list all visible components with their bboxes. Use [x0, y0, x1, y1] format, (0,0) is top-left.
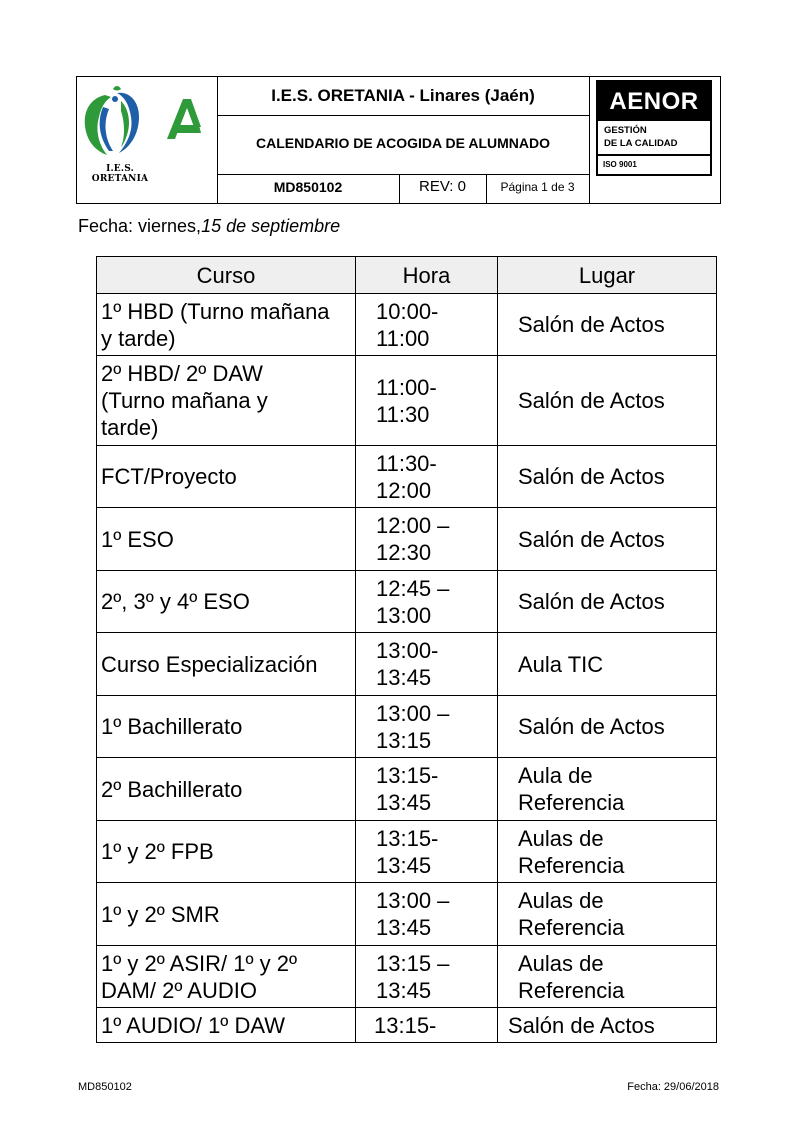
cell-hora [356, 356, 498, 446]
table-row [97, 758, 717, 821]
cell-lugar [498, 758, 717, 821]
table-row [97, 1008, 717, 1043]
hora-line: 13:00 – [376, 888, 450, 913]
cell-hora [356, 446, 498, 508]
cell-curso [97, 1008, 356, 1043]
hora-line: 11:30- [376, 450, 437, 476]
document-code: MD850102 [273, 179, 343, 195]
hora-line: 13:45 [376, 852, 432, 878]
hora-line: 13:00- [376, 638, 439, 663]
cell-lugar [498, 1008, 717, 1043]
aenor-line-2: DE LA CALIDAD [604, 138, 678, 149]
curso-line: 1º y 2º ASIR/ 1º y 2º [101, 950, 298, 976]
curso-line: FCT/Proyecto [101, 464, 237, 489]
cell-curso [97, 446, 356, 508]
header-divider [589, 77, 590, 203]
cell-hora [356, 946, 498, 1008]
lugar-line: Aulas de [518, 950, 604, 976]
footer-code: MD850102 [78, 1081, 132, 1093]
lugar-line: Aulas de [518, 888, 604, 913]
lugar-line: Aula de [518, 763, 593, 788]
cell-hora [356, 633, 498, 696]
cell-curso [97, 946, 356, 1008]
aenor-brand: AENOR [598, 82, 710, 121]
cell-hora [356, 696, 498, 758]
lugar-line: Salón de Actos [518, 464, 665, 489]
hora-line: 12:30 [376, 540, 432, 565]
cell-curso [97, 758, 356, 821]
hora-line: 10:00- [376, 298, 439, 324]
date-label: Fecha: viernes, [78, 216, 202, 236]
column-header-curso: Curso [97, 257, 356, 294]
curso-line: Curso Especialización [101, 651, 318, 677]
cell-hora [356, 508, 498, 571]
hora-line: 13:15- [374, 1012, 437, 1038]
cell-curso [97, 696, 356, 758]
hora-line: 12:00 – [376, 513, 450, 538]
curso-line: y tarde) [101, 325, 176, 351]
cell-hora [356, 1008, 498, 1043]
page-number: Página 1 de 3 [500, 180, 575, 194]
aenor-certification-mark [596, 80, 712, 176]
hora-line: 13:15 – [376, 950, 450, 976]
cell-hora [356, 883, 498, 946]
curso-line: 1º ESO [101, 526, 174, 552]
hora-line: 11:00 [376, 325, 430, 351]
cell-curso [97, 633, 356, 696]
schedule-table [96, 256, 717, 1043]
table-row [97, 356, 717, 446]
curso-line: 1º Bachillerato [101, 714, 243, 739]
column-header-lugar: Lugar [498, 257, 717, 294]
hora-line: 13:45 [376, 977, 432, 1003]
aenor-line-1: GESTIÓN [604, 125, 647, 136]
curso-line: 1º HBD (Turno mañana [101, 298, 330, 324]
date-line [78, 216, 340, 237]
cell-lugar [498, 696, 717, 758]
document-header [76, 76, 721, 204]
document-title: CALENDARIO DE ACOGIDA DE ALUMNADO [256, 135, 550, 151]
lugar-line: Referencia [518, 852, 625, 878]
lugar-line: Salón de Actos [518, 714, 665, 739]
hora-line: 13:15- [376, 825, 439, 851]
curso-line: 1º y 2º FPB [101, 839, 214, 864]
table-row [97, 446, 717, 508]
header-divider [217, 115, 589, 116]
cell-lugar [498, 508, 717, 571]
table-row [97, 696, 717, 758]
date-value: 15 de septiembre [201, 216, 341, 236]
hora-line: 11:00- [376, 374, 437, 400]
cell-curso [97, 508, 356, 571]
table-row [97, 821, 717, 883]
table-row [97, 633, 717, 696]
column-header-hora: Hora [356, 257, 498, 294]
cell-lugar [498, 294, 717, 356]
header-divider [217, 174, 589, 175]
cell-lugar [498, 883, 717, 946]
curso-line: 2º Bachillerato [101, 776, 243, 802]
hora-line: 11:30 [376, 401, 430, 427]
cell-curso [97, 883, 356, 946]
table-header-row [97, 257, 717, 294]
cell-hora [356, 821, 498, 883]
lugar-line: Salón de Actos [518, 526, 665, 552]
table-row [97, 508, 717, 571]
hora-line: 13:45 [376, 915, 432, 940]
revision-label: REV: 0 [419, 178, 466, 195]
cell-lugar [498, 821, 717, 883]
hora-line: 13:45 [376, 665, 432, 690]
cell-lugar [498, 446, 717, 508]
hora-line: 12:45 – [376, 575, 450, 601]
cell-hora [356, 571, 498, 633]
aenor-iso: ISO 9001 [598, 154, 710, 176]
lugar-line: Referencia [518, 977, 625, 1003]
table-row [97, 946, 717, 1008]
cell-lugar [498, 356, 717, 446]
curso-line: 2º, 3º y 4º ESO [101, 589, 250, 614]
logo-caption: I.E.S. ORETANIA [91, 164, 149, 184]
cell-curso [97, 294, 356, 356]
lugar-line: Aulas de [518, 825, 604, 851]
hora-line: 13:15 [376, 727, 432, 753]
lugar-line: Salón de Actos [518, 388, 665, 413]
school-logo [77, 77, 217, 203]
cell-curso [97, 821, 356, 883]
curso-line: DAM/ 2º AUDIO [101, 977, 257, 1003]
cell-lugar [498, 571, 717, 633]
cell-hora [356, 758, 498, 821]
curso-line: 1º AUDIO/ 1º DAW [101, 1012, 285, 1038]
lugar-line: Salón de Actos [518, 589, 665, 614]
hora-line: 13:00 [376, 602, 432, 628]
curso-line: 1º y 2º SMR [101, 901, 220, 927]
cell-hora [356, 294, 498, 356]
hora-line: 13:00 – [376, 700, 450, 726]
lugar-line: Referencia [518, 915, 625, 940]
cell-curso [97, 356, 356, 446]
cell-lugar [498, 946, 717, 1008]
table-row [97, 294, 717, 356]
school-logo-icon [77, 77, 217, 167]
hora-line: 13:15- [376, 763, 439, 788]
hora-line: 13:45 [376, 790, 432, 815]
lugar-line: Aula TIC [518, 651, 604, 677]
curso-line: 2º HBD/ 2º DAW [101, 361, 263, 386]
table-row [97, 883, 717, 946]
lugar-line: Referencia [518, 790, 625, 815]
aenor-caption [604, 124, 678, 150]
curso-line: tarde) [101, 415, 159, 440]
table-row [97, 571, 717, 633]
cell-lugar [498, 633, 717, 696]
lugar-line: Salón de Actos [518, 312, 665, 337]
curso-line: (Turno mañana y [101, 388, 268, 413]
lugar-line: Salón de Actos [508, 1012, 655, 1038]
footer-date: Fecha: 29/06/2018 [627, 1081, 719, 1093]
cell-curso [97, 571, 356, 633]
school-name: I.E.S. ORETANIA - Linares (Jaén) [271, 86, 535, 105]
hora-line: 12:00 [376, 477, 432, 503]
